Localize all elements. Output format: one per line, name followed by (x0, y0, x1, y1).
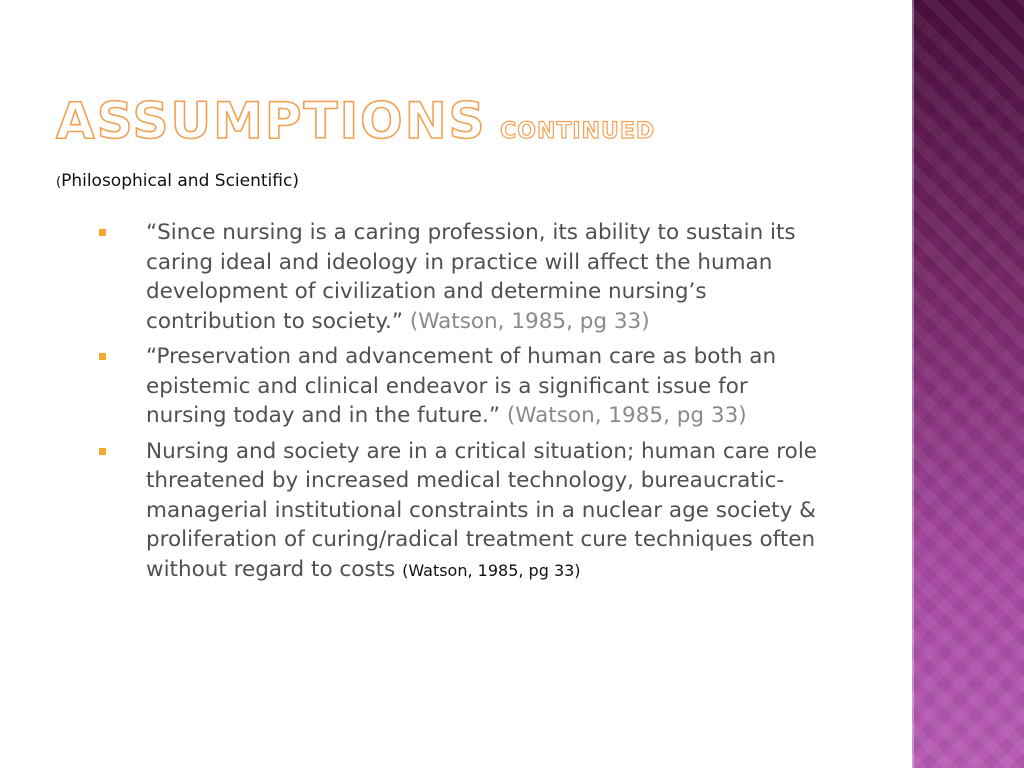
bullet-icon (99, 448, 106, 455)
bullet-icon (99, 353, 106, 360)
subtitle-text: Philosophical and Scientific) (61, 171, 299, 191)
bullet-text: “Since nursing is a caring profession, its ability to sustain its caring ideal and ideology in practice will affect the human development of civilization and determine nursing’s contribution to society.” (146, 220, 796, 334)
bullet-item-2 (96, 342, 826, 431)
bullet-icon (99, 229, 106, 236)
decorative-side-panel (912, 0, 1024, 768)
slide-title (56, 92, 655, 150)
bullet-text: Nursing and society are in a critical situation; human care role threatened by increased medical technology, bureaucratic-managerial institutional constraints in a nuclear age society & proliferation of curing/radical treatment cure techniques often without regard to costs (146, 438, 818, 582)
bullet-item-3 (96, 437, 826, 586)
bullet-text: “Preservation and advancement of human care as both an epistemic and clinical endeavor is a significant issue for nursing today and in the future.” (146, 344, 777, 428)
side-panel-border (912, 0, 914, 768)
bullet-item-1 (96, 218, 826, 336)
bullet-citation: (Watson, 1985, pg 33) (402, 560, 581, 580)
bullet-citation: (Watson, 1985, pg 33) (409, 308, 650, 334)
title-suffix: CONTINUED (500, 119, 656, 144)
slide-subtitle (56, 171, 299, 191)
bullet-list (96, 218, 826, 591)
subtitle-open-paren: ( (56, 175, 62, 190)
title-main: ASSUMPTIONS (56, 92, 487, 150)
bullet-citation: (Watson, 1985, pg 33) (506, 403, 747, 428)
